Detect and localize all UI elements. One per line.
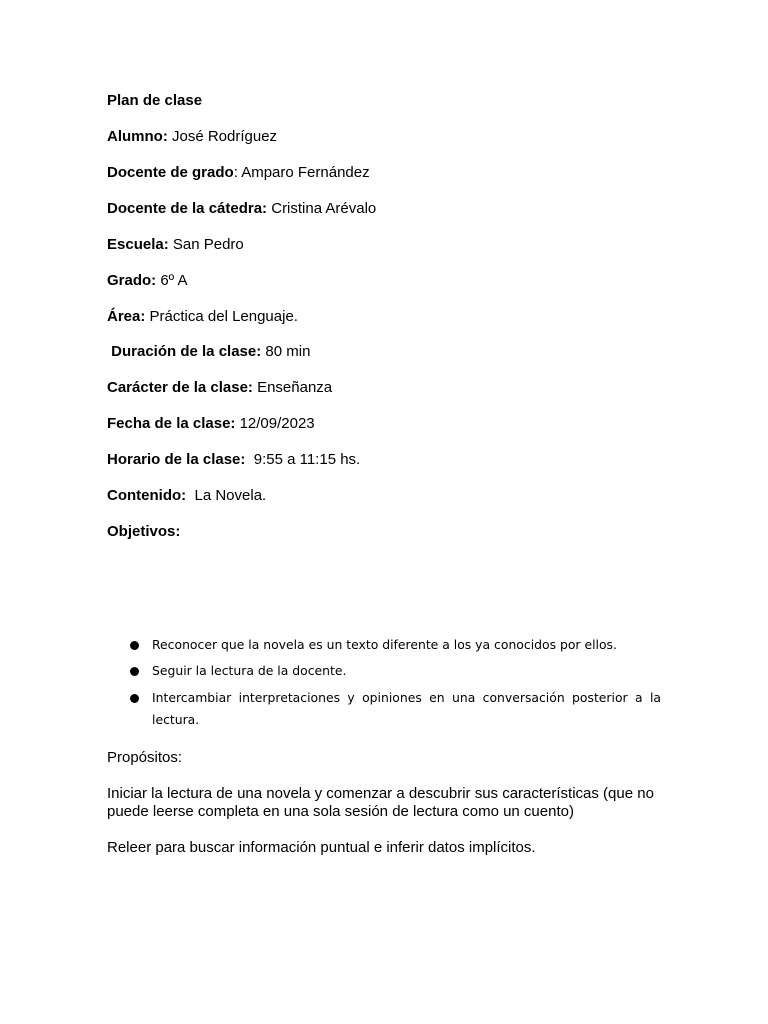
- purpose-paragraph: Releer para buscar información puntual e inferir datos implícitos.: [107, 839, 536, 856]
- objective-text: Intercambiar interpretaciones y opiniones en una conversación posterior a la lectura.: [152, 690, 661, 727]
- field-label: Alumno:: [107, 128, 168, 145]
- field-value: Práctica del Lenguaje.: [145, 308, 298, 325]
- field-value: Enseñanza: [252, 379, 333, 396]
- field-docente-grado: [107, 164, 370, 182]
- field-value: : Amparo Fernández: [233, 164, 370, 181]
- field-value: San Pedro: [168, 236, 244, 253]
- purpose-paragraph: Iniciar la lectura de una novela y comenzar a descubrir sus características (que no puede leerse completa en una sola sesión de lectura como un cuento): [107, 785, 654, 820]
- field-duracion: [107, 343, 310, 361]
- field-label: Área:: [107, 308, 146, 325]
- field-area: [107, 308, 298, 326]
- objectives-list: [107, 634, 661, 731]
- field-fecha: [107, 415, 315, 433]
- field-alumno: [107, 128, 277, 146]
- bullet-icon: [130, 667, 139, 676]
- field-label: Escuela:: [107, 236, 169, 253]
- field-label: Objetivos:: [107, 523, 181, 540]
- field-label: Fecha de la clase:: [107, 415, 236, 432]
- purposes-heading: Propósitos:: [107, 749, 183, 766]
- field-value: José Rodríguez: [167, 128, 278, 145]
- field-label: Horario de la clase:: [107, 451, 246, 468]
- objective-text: Reconocer que la novela es un texto diferente a los ya conocidos por ellos.: [152, 637, 617, 652]
- field-docente-catedra: [107, 200, 376, 218]
- field-value: Cristina Arévalo: [267, 200, 377, 217]
- field-horario: [107, 451, 360, 469]
- field-label: Carácter de la clase:: [107, 379, 253, 396]
- field-grado: [107, 272, 188, 290]
- document-title: Plan de clase: [107, 92, 203, 109]
- field-label: Docente de grado: [107, 164, 234, 181]
- objective-text: Seguir la lectura de la docente.: [152, 663, 347, 678]
- field-value: 9:55 a 11:15 hs.: [245, 451, 361, 468]
- list-item: [107, 687, 661, 731]
- list-item: [107, 660, 661, 682]
- field-value: 6º A: [156, 272, 188, 289]
- field-value: 80 min: [261, 343, 311, 360]
- field-label: Grado:: [107, 272, 157, 289]
- field-objetivos: [107, 523, 180, 541]
- field-label: Duración de la clase:: [107, 343, 262, 360]
- field-escuela: [107, 236, 244, 254]
- field-label: Contenido:: [107, 487, 187, 504]
- list-item: [107, 634, 661, 656]
- bullet-icon: [130, 694, 139, 703]
- field-label: Docente de la cátedra:: [107, 200, 268, 217]
- field-value: La Novela.: [186, 487, 267, 504]
- bullet-icon: [130, 641, 139, 650]
- field-caracter: [107, 379, 332, 397]
- field-value: 12/09/2023: [235, 415, 315, 432]
- field-contenido: [107, 487, 266, 505]
